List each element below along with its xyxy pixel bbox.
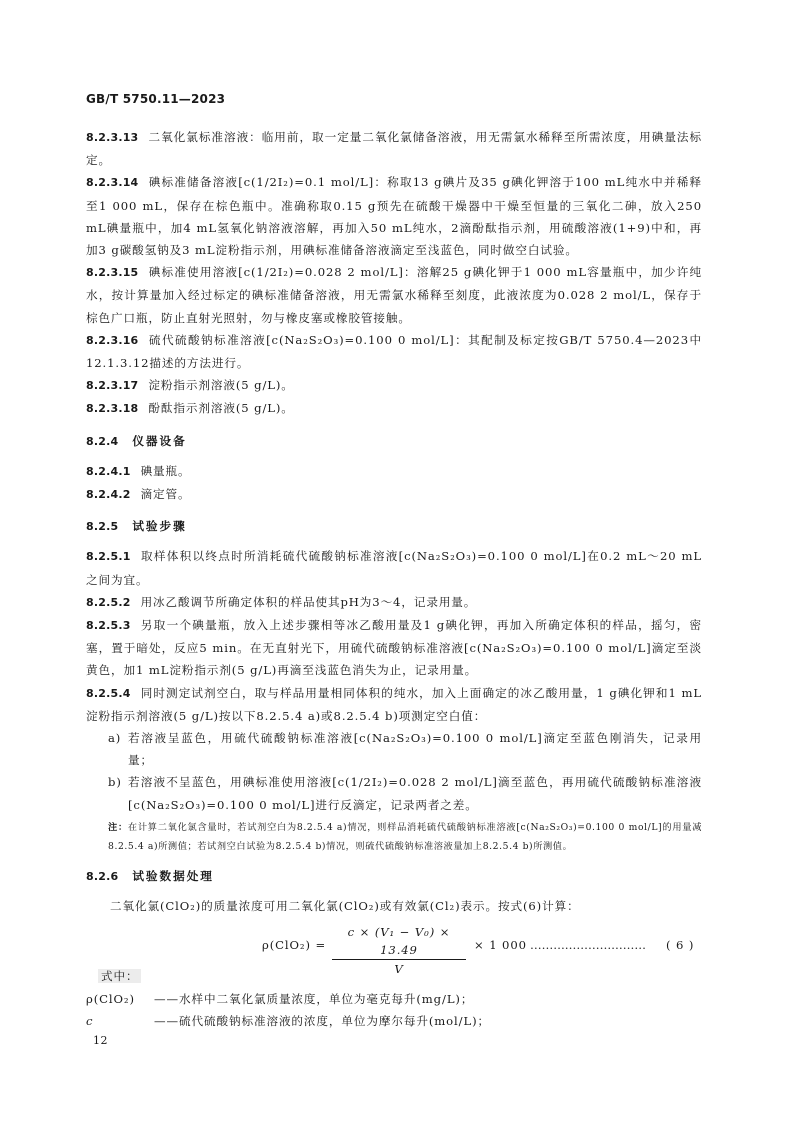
clause-8-2-3-15 [86, 261, 702, 329]
clause-text: 碘标准储备溶液[c(1/2I₂)=0.1 mol/L]：称取13 g碘片及35 g碘化钾溶于100 mL纯水中并稀释至1 000 mL，保存在棕色瓶中。准确称取0.15 g预先在硫酸干燥器中干燥至恒量的三氧化二砷，放入250 mL碘量瓶中，加4 mL氢氧化钠溶液溶解，再加入50 mL纯水，2滴酚酞指示剂，用硫酸溶液(1+9)中和，再加3 g碳酸氢钠及3 mL淀粉指示剂，用碘标准储备溶液滴定至浅蓝色，同时做空白试验。 [86, 175, 702, 258]
section-number: 8.2.6 [86, 869, 119, 883]
note-label: 注： [108, 821, 128, 833]
clause-8-2-3-13 [86, 126, 702, 171]
clause-8-2-4-1 [86, 460, 702, 483]
clause-text: 另取一个碘量瓶，放入上述步骤相等冰乙酸用量及1 g碘化钾，再加入所确定体积的样品，摇匀，密塞，置于暗处，反应5 min。在无直射光下，用硫代硫酸钠标准溶液[c(Na₂S₂O₃)=0.100 0 mol/L]滴定至淡黄色，加1 mL淀粉指示剂(5 g/L)再滴至浅蓝色消失为止，记录用量。 [86, 618, 702, 678]
where-label [86, 965, 702, 987]
clause-number: 8.2.5.3 [86, 619, 131, 633]
clause-group-8-2-3 [86, 126, 702, 421]
clause-8-2-5-2 [86, 591, 702, 614]
section-number: 8.2.5 [86, 520, 119, 534]
page-number: 12 [93, 1034, 108, 1047]
formula-numerator: c × (V₁ − V₀) × 13.49 [347, 925, 451, 958]
note [86, 818, 702, 856]
definition-text: ——水样中二氧化氯质量浓度，单位为毫克每升(mg/L)； [154, 991, 474, 1006]
section-title: 试验步骤 [132, 519, 187, 534]
formula-multiplier: × 1 000 [474, 938, 527, 953]
clause-number: 8.2.4.2 [86, 488, 131, 502]
formula-lhs: ρ(ClO₂) = [262, 938, 327, 953]
list-label: a) [108, 731, 122, 746]
list-text: 若溶液不呈蓝色，用碘标准使用溶液[c(1/2I₂)=0.028 2 mol/L]滴至蓝色，再用硫代硫酸钠标准溶液[c(Na₂S₂O₃)=0.100 0 mol/L]进行反滴定，记录两者之差。 [128, 775, 702, 812]
list-item-a [86, 727, 702, 771]
formula-denominator: V [394, 962, 404, 977]
clause-8-2-3-16 [86, 329, 702, 374]
clause-8-2-3-18 [86, 397, 702, 420]
formula-number: ( 6 ) [666, 938, 695, 953]
clause-8-2-4-2 [86, 483, 702, 506]
definition-rho [86, 988, 702, 1010]
clause-text: 碘标准使用溶液[c(1/2I₂)=0.028 2 mol/L]：溶解25 g碘化钾于1 000 mL容量瓶中，加少许纯水，按计算量加入经过标定的碘标准储备溶液，用无需氯水稀释至刻度，此液浓度为0.028 2 mol/L，保存于棕色广口瓶，防止直射光照射，勿与橡皮塞或橡胶管接触。 [86, 265, 702, 325]
definition-symbol: c [86, 1013, 94, 1028]
clause-text: 滴定管。 [140, 487, 191, 502]
clause-text: 硫代硫酸钠标准溶液[c(Na₂S₂O₃)=0.100 0 mol/L]：其配制及标定按GB/T 5750.4—2023中12.1.3.12描述的方法进行。 [86, 332, 702, 371]
clause-number: 8.2.5.4 [86, 686, 131, 700]
clause-8-2-5-1 [86, 545, 702, 590]
clause-text: 取样体积以终点时所消耗硫代硫酸钠标准溶液[c(Na₂S₂O₃)=0.100 0 mol/L]在0.2 mL～20 mL之间为宜。 [86, 549, 702, 587]
list-label: b) [108, 775, 122, 790]
clause-number: 8.2.5.2 [86, 595, 131, 609]
clause-text: 淀粉指示剂溶液(5 g/L)。 [148, 378, 294, 393]
section-heading-8-2-4 [86, 430, 702, 453]
definition-text: ——硫代硫酸钠标准溶液的浓度，单位为摩尔每升(mol/L)； [154, 1013, 490, 1028]
clause-number: 8.2.5.1 [86, 550, 131, 564]
where-label-text: 式中： [98, 969, 141, 983]
list-item-b [86, 771, 702, 815]
clause-number: 8.2.3.13 [86, 131, 139, 144]
section-number: 8.2.4 [86, 434, 119, 448]
clause-number: 8.2.3.16 [86, 333, 139, 347]
clause-text: 二氧化氯标准溶液：临用前，取一定量二氧化氯储备溶液，用无需氯水稀释至所需浓度，用碘量法标定。 [86, 130, 702, 168]
clause-number: 8.2.4.1 [86, 464, 131, 478]
clause-number: 8.2.3.17 [86, 379, 139, 393]
clause-text: 用冰乙酸调节所确定体积的样品使其pH为3～4，记录用量。 [140, 594, 477, 609]
clause-8-2-3-17 [86, 374, 702, 397]
section-title: 试验数据处理 [132, 868, 214, 883]
section-intro: 二氧化氯(ClO₂)的质量浓度可用二氧化氯(ClO₂)或有效氯(Cl₂)表示。按式(6)计算： [110, 899, 580, 914]
section-title: 仪器设备 [132, 433, 187, 448]
clause-8-2-5-3 [86, 614, 702, 682]
clause-number: 8.2.3.18 [86, 402, 139, 416]
note-text: 在计算二氧化氯含量时，若试剂空白为8.2.5.4 a)情况，则样品消耗硫代硫酸钠标准溶液[c(Na₂S₂O₃)=0.100 0 mol/L]的用量减8.2.5.4 a)所测值；若试剂空白试验为8.2.5.4 b)情况，则硫代硫酸钠标准溶液量加上8.2.5.4 b)所测值。 [108, 821, 702, 852]
section-heading-8-2-6 [86, 865, 702, 888]
formula-leader-dots: ………………………… [530, 938, 646, 953]
definition-c [86, 1010, 702, 1032]
list-text: 若溶液呈蓝色，用硫代硫酸钠标准溶液[c(Na₂S₂O₃)=0.100 0 mol/L]滴定至蓝色刚消失，记录用量； [128, 731, 702, 768]
section-heading-8-2-5 [86, 515, 702, 538]
clause-number: 8.2.3.14 [86, 176, 139, 190]
clause-text: 同时测定试剂空白，取与样品用量相同体积的纯水，加入上面确定的冰乙酸用量，1 g碘化钾和1 mL淀粉指示剂溶液(5 g/L)按以下8.2.5.4 a)或8.2.5.4 b)项测定空白值： [86, 685, 702, 723]
clause-number: 8.2.3.15 [86, 266, 139, 280]
document-body [86, 126, 702, 1032]
clause-8-2-3-14 [86, 171, 702, 261]
clause-text: 碘量瓶。 [140, 463, 191, 478]
clause-text: 酚酞指示剂溶液(5 g/L)。 [148, 401, 294, 416]
standard-code: GB/T 5750.11—2023 [86, 92, 226, 106]
clause-8-2-5-4 [86, 682, 702, 727]
definition-symbol: ρ(ClO₂) [86, 991, 135, 1006]
